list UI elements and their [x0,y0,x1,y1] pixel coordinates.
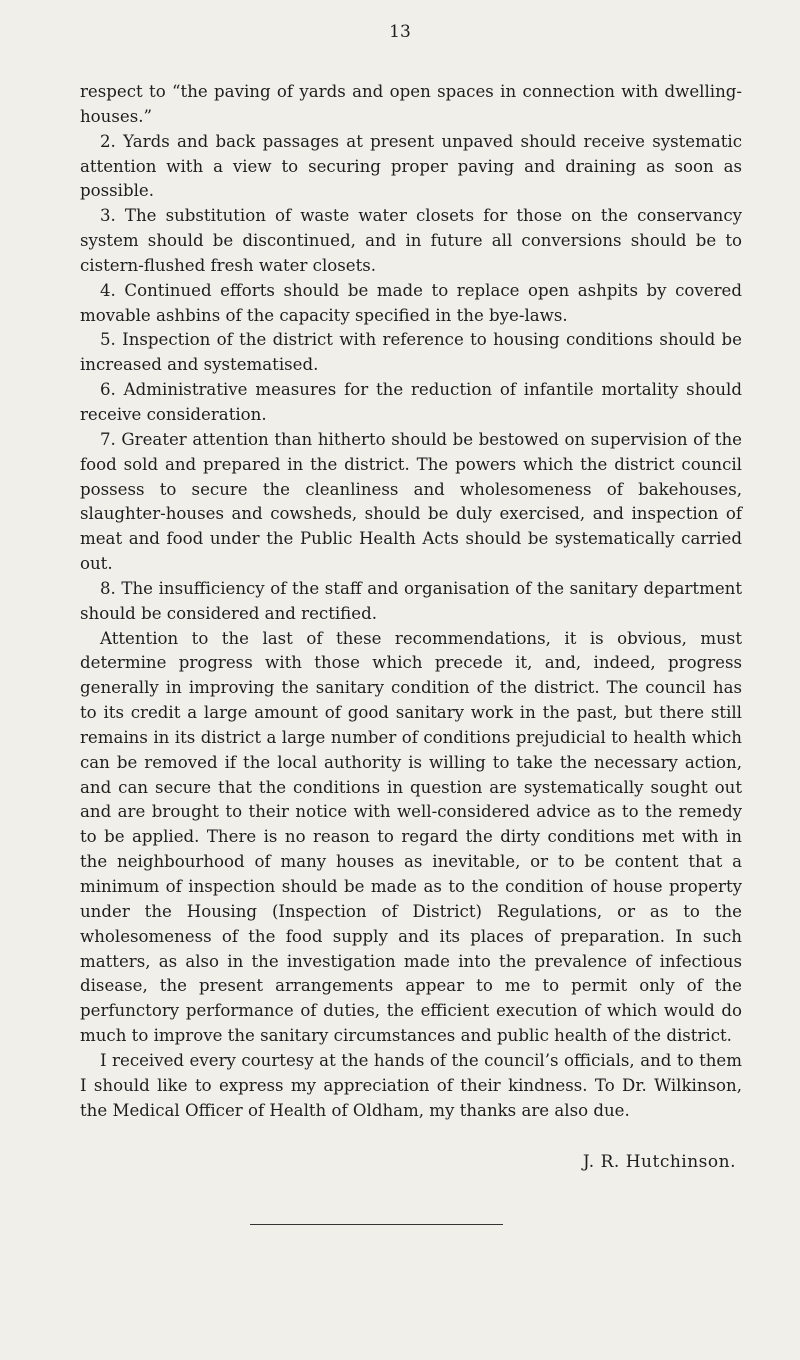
recommendation-3: 3. The substitution of waste water closets for those on the conservancy system should be discontinued, and in future all conversions should be to cistern-flushed fresh water closets. [80,206,742,275]
recommendation-6: 6. Administrative measures for the reduction of infantile mortality should receive consideration. [80,380,742,424]
recommendation-2: 2. Yards and back passages at present unpaved should receive systematic attention with a view to securing proper paving and draining as soon as possible. [80,131,742,201]
signature: J. R. Hutchinson. [582,1152,736,1172]
recommendation-5: 5. Inspection of the district with reference to housing conditions should be increased and systematised. [80,330,742,375]
recommendation-7: 7. Greater attention than hitherto should be bestowed on supervision of the food sold and prepared in the district. The powers which the district council possess to secure the cleanliness and wholesomeness of bakehouses, slaughter-houses and cowsheds, should be duly exercised, and inspection of meat and food under the Public Health Acts should be systematically carried out. [80,429,742,574]
paragraph-attention: Attention to the last of these recommendations, it is obvious, must determine progress with those which precede it, and, indeed, progress generally in improving the sanitary condition of the district. The council has to its credit a large amount of good sanitary work in the past, but there still remains in its district a large number of conditions prejudicial to health which can be removed if the local authority is willing to take the necessary action, and can secure that the conditions in question are systematically sought out and are brought to their notice with well-considered advice as to the remedy to be applied. There is no reason to regard the dirty conditions met with in the neighbourhood of many houses as inevitable, or to be content that a minimum of inspection should be made as to the condition of house property under the Housing (Inspection of District) Regulations, or as to the wholesomeness of the food supply and its places of preparation. In such matters, as also in the investigation made into the prevalence of infectious disease, the present arrangements appear to me to permit only of the perfunctory performance of duties, the efficient execution of which would do much to improve the sanitary circumstances and public health of the district. [80,628,742,1046]
recommendation-4: 4. Continued efforts should be made to replace open ashpits by covered movable ashbins of the capacity specified in the bye-laws. [80,280,742,325]
recommendation-8: 8. The insufficiency of the staff and organisation of the sanitary department should be considered and rectified. [80,578,742,623]
paragraph-acknowledgement: I received every courtesy at the hands of the council’s officials, and to them I should like to express my appreciation of their kindness. To Dr. Wilkinson, the Medical Officer of Health of Oldham, my thanks are also due. [80,1050,742,1120]
paragraph-continuation: respect to “the paving of yards and open spaces in connection with dwelling-houses.” [80,82,742,126]
divider-rule [250,1224,503,1225]
body-text [80,80,742,1123]
page-number: 13 [389,22,411,42]
